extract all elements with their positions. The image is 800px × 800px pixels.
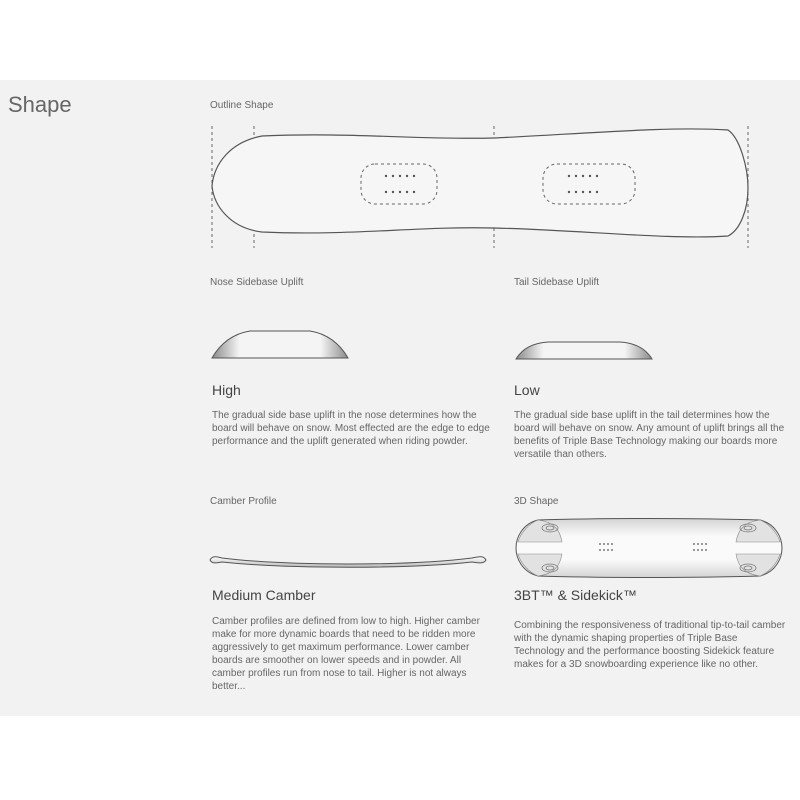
tail-uplift-level: Low [514, 382, 540, 398]
outline-shape-diagram [200, 118, 760, 258]
tail-uplift-label: Tail Sidebase Uplift [514, 277, 600, 288]
3d-shape-heading: 3BT™ & Sidekick™ [514, 587, 637, 603]
nose-uplift-diagram [210, 328, 350, 368]
3d-shape-label: 3D Shape [514, 496, 559, 507]
tail-uplift-diagram [514, 339, 654, 369]
tail-uplift-shape [516, 342, 652, 359]
outline-shape-label: Outline Shape [210, 100, 274, 111]
camber-description: Camber profiles are defined from low to high. Higher camber make for more dynamic boards that need to be ridden more aggressively to get maximum performance. Lower camber boards are smoother on lower speeds and in powder. All camber profiles run from nose to tail. Higher is not always better... [212, 616, 480, 692]
section-title: Shape [8, 92, 72, 117]
camber-profile-diagram [208, 550, 488, 580]
camber-board [210, 557, 486, 568]
tail-uplift-description: The gradual side base uplift in the tail determines how the board will behave on snow. Any amount of uplift brings all the benefits of Triple Base Technology making our boards more versatile than others. [514, 410, 785, 460]
nose-uplift-shape [212, 331, 348, 358]
3d-board-outline [516, 519, 782, 578]
nose-uplift-label: Nose Sidebase Uplift [210, 277, 304, 288]
camber-profile-label: Camber Profile [210, 496, 277, 507]
3d-shape-diagram [514, 516, 784, 580]
nose-uplift-description: The gradual side base uplift in the nose determines how the board will behave on snow. Most effected are the edge to edge performance and the uplift generated when riding powder. [212, 410, 490, 447]
board-outline [212, 129, 748, 237]
camber-heading: Medium Camber [212, 587, 316, 603]
3d-shape-description: Combining the responsiveness of traditional tip-to-tail camber with the dynamic shaping properties of Triple Base Technology and the performance boosting Sidekick feature makes for a 3D snowboarding experience like no other. [514, 620, 786, 670]
nose-uplift-level: High [212, 382, 241, 398]
